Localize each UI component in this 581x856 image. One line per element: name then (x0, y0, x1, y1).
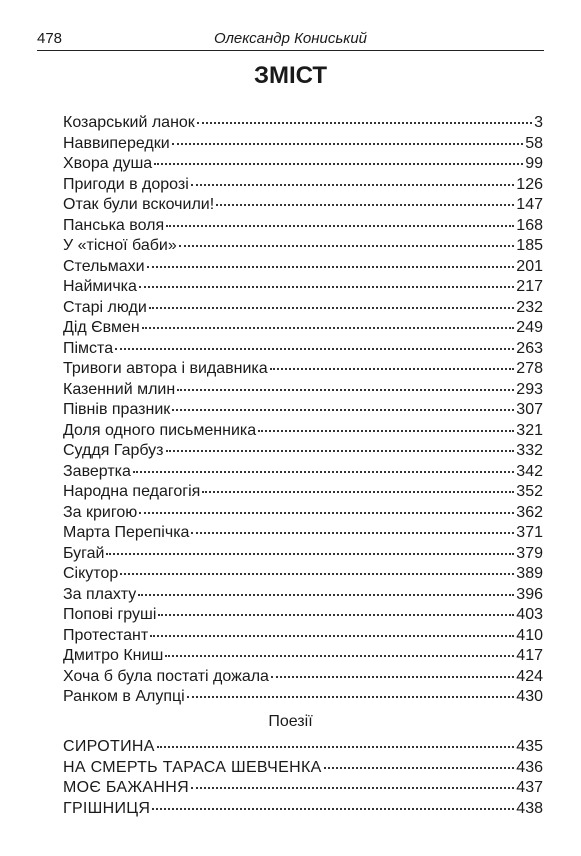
toc-entry-title: Марта Перепічка (63, 524, 190, 541)
toc-dot-leader (115, 348, 514, 350)
toc-entry-page: 217 (516, 278, 543, 295)
toc-entry (63, 585, 543, 606)
toc-entry (63, 339, 543, 360)
toc-entry-title: Хвора душа (63, 155, 153, 172)
toc-entry-title: За кригою (63, 503, 138, 521)
poetry-section-heading: Поезії (268, 713, 313, 730)
toc-entry (63, 462, 543, 483)
toc-dot-leader (120, 573, 514, 575)
toc-entry-page: 99 (525, 155, 543, 172)
toc-dot-leader (172, 143, 524, 145)
toc-entry (63, 441, 543, 462)
toc-entry (63, 605, 543, 626)
toc-entry-page: 437 (516, 779, 543, 796)
toc-entry-title: Бугай (63, 544, 105, 562)
toc-entry (63, 646, 543, 667)
toc-entry-page: 249 (516, 319, 543, 336)
toc-entry-page: 362 (516, 503, 543, 521)
toc-entry (63, 799, 543, 820)
toc-entry-title: Наввипередки (63, 134, 170, 152)
toc-dot-leader (150, 635, 514, 637)
toc-entry-title: Протестант (63, 626, 149, 644)
toc-entry-page: 332 (516, 442, 543, 459)
toc-entry-page: 438 (516, 799, 543, 817)
toc-entry-page: 417 (516, 647, 543, 664)
toc-entry-page: 232 (516, 298, 543, 316)
toc-entry (63, 257, 543, 278)
toc-entry (63, 626, 543, 647)
toc-entry-page: 185 (516, 237, 543, 254)
toc-dot-leader (139, 286, 514, 288)
toc-entry-title: Отак були вскочили! (63, 196, 215, 213)
contents-title: ЗМІСТ (253, 62, 328, 89)
toc-dot-leader (191, 532, 514, 534)
toc-entry-page: 379 (516, 544, 543, 562)
toc-entry-title: Попові груші (63, 606, 157, 623)
toc-dot-leader (191, 184, 515, 186)
toc-dot-leader (187, 696, 515, 698)
toc-entry (63, 277, 543, 298)
toc-dot-leader (172, 409, 514, 411)
toc-entry (63, 298, 543, 319)
toc-entry-title: Сікутор (63, 565, 119, 582)
toc-dot-leader (106, 553, 514, 555)
toc-dot-leader (154, 163, 523, 165)
toc-dot-leader (216, 204, 514, 206)
toc-entry-title: Старі люди (63, 298, 147, 316)
toc-entry (63, 216, 543, 237)
toc-dot-leader (149, 307, 515, 309)
toc-entry-page: 293 (516, 380, 543, 398)
toc-entry-title: Казенний млин (63, 380, 176, 398)
toc-entry (63, 318, 543, 339)
toc-entry-title: Доля одного письменника (63, 421, 257, 439)
toc-entry-title: За плахту (63, 585, 137, 603)
toc-entry-title: Дід Євмен (63, 319, 140, 336)
toc-dot-leader (157, 746, 515, 748)
toc-entry-page: 147 (516, 196, 543, 213)
toc-entry-page: 168 (516, 216, 543, 234)
toc-entry-title: Козарський ланок (63, 114, 195, 131)
toc-entry-page: 410 (516, 626, 543, 644)
toc-dot-leader (202, 491, 514, 493)
toc-entry (63, 236, 543, 257)
toc-entry-title: Завертка (63, 462, 131, 480)
toc-entry-page: 424 (516, 667, 543, 685)
toc-entry (63, 134, 543, 155)
toc-entry-page: 430 (516, 688, 543, 705)
toc-entry-page: 278 (516, 360, 543, 377)
toc-dot-leader (270, 368, 515, 370)
toc-entry-title: Суддя Гарбуз (63, 442, 164, 459)
toc-entry (63, 359, 543, 380)
poetry-contents-list (63, 737, 543, 819)
header-rule (37, 50, 544, 51)
toc-dot-leader (258, 430, 514, 432)
toc-dot-leader (324, 767, 515, 769)
toc-entry (63, 564, 543, 585)
toc-entry (63, 113, 543, 134)
toc-dot-leader (152, 808, 514, 810)
toc-entry-title: Півнів празник (63, 401, 171, 418)
toc-entry-title: Пригоди в дорозі (63, 175, 189, 193)
toc-dot-leader (165, 655, 514, 657)
toc-entry (63, 523, 543, 544)
toc-entry-title: СИРОТИНА (63, 738, 155, 755)
toc-entry (63, 175, 543, 196)
toc-dot-leader (147, 266, 515, 268)
toc-entry-title: ГРІШНИЦЯ (63, 799, 151, 817)
toc-dot-leader (139, 512, 514, 514)
toc-entry-page: 58 (525, 134, 543, 152)
toc-entry-page: 396 (516, 585, 543, 603)
toc-entry-title: Панська воля (63, 216, 165, 234)
toc-dot-leader (177, 389, 514, 391)
toc-entry-title: Дмитро Книш (63, 647, 164, 664)
toc-entry-page: 389 (516, 565, 543, 582)
toc-entry-page: 321 (516, 421, 543, 439)
contents-list (63, 113, 543, 708)
toc-entry-page: 352 (516, 483, 543, 500)
toc-entry-page: 201 (516, 257, 543, 275)
toc-entry-title: Пімста (63, 339, 114, 357)
toc-entry-title: Ранком в Алупці (63, 688, 185, 705)
toc-entry (63, 758, 543, 779)
page-number: 478 (37, 30, 63, 47)
toc-dot-leader (271, 676, 514, 678)
toc-entry (63, 544, 543, 565)
toc-dot-leader (179, 245, 515, 247)
toc-entry-title: Наймичка (63, 278, 137, 295)
toc-entry (63, 667, 543, 688)
toc-entry (63, 737, 543, 758)
toc-dot-leader (142, 327, 515, 329)
toc-entry-title: Стельмахи (63, 257, 145, 275)
toc-entry-title: НА СМЕРТЬ ТАРАСА ШЕВЧЕНКА (63, 758, 322, 776)
toc-entry (63, 380, 543, 401)
toc-entry-page: 126 (516, 175, 543, 193)
running-header-author: Олександр Кониський (213, 30, 368, 47)
toc-entry-page: 436 (516, 758, 543, 776)
toc-entry-title: МОЄ БАЖАННЯ (63, 779, 189, 796)
toc-entry-title: Народна педагогія (63, 483, 201, 500)
toc-dot-leader (191, 787, 514, 789)
toc-entry (63, 421, 543, 442)
toc-dot-leader (166, 225, 514, 227)
toc-entry-page: 3 (534, 114, 543, 131)
toc-entry-page: 342 (516, 462, 543, 480)
toc-entry-page: 263 (516, 339, 543, 357)
toc-entry (63, 400, 543, 421)
toc-entry (63, 778, 543, 799)
toc-entry (63, 503, 543, 524)
toc-dot-leader (158, 614, 514, 616)
toc-entry (63, 687, 543, 708)
toc-dot-leader (197, 122, 532, 124)
toc-entry-page: 307 (516, 401, 543, 418)
toc-entry-title: Тривоги автора і видавника (63, 360, 268, 377)
toc-entry (63, 482, 543, 503)
toc-entry-page: 371 (516, 524, 543, 541)
toc-entry (63, 195, 543, 216)
toc-entry-page: 435 (516, 738, 543, 755)
toc-entry-title: Хоча б була постаті дожала (63, 667, 269, 685)
toc-dot-leader (138, 594, 514, 596)
toc-entry (63, 154, 543, 175)
toc-entry-title: У «тісної баби» (63, 237, 177, 254)
toc-dot-leader (166, 450, 515, 452)
toc-entry-page: 403 (516, 606, 543, 623)
toc-dot-leader (133, 471, 514, 473)
